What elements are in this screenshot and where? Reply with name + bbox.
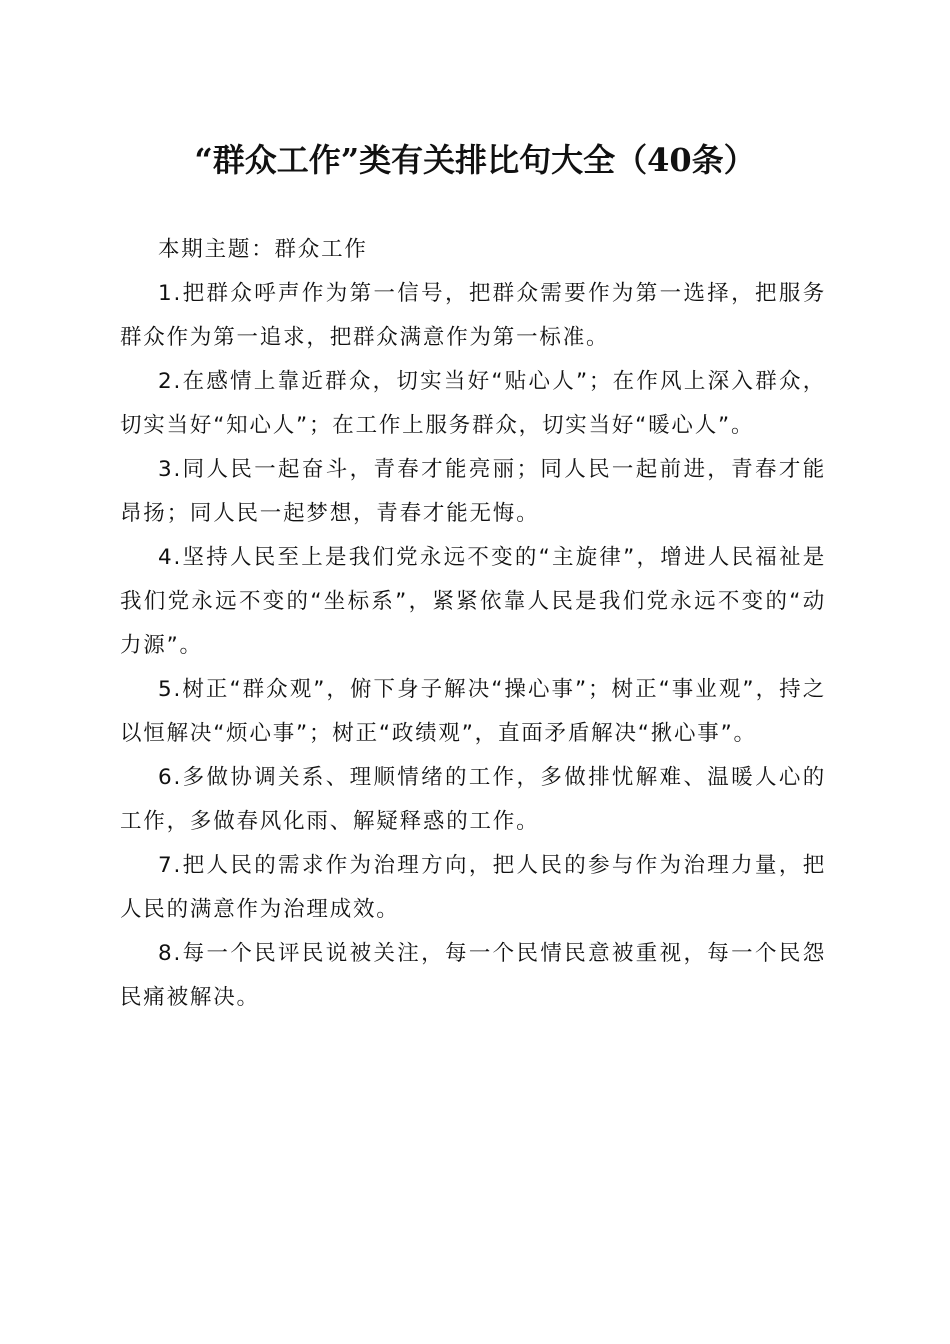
- list-item: 1.把群众呼声作为第一信号，把群众需要作为第一选择，把服务群众作为第一追求，把群众满意作为第一标准。: [120, 281, 826, 350]
- list-item: 8.每一个民评民说被关注，每一个民情民意被重视，每一个民怨民痛被解决。: [120, 941, 826, 1010]
- list-item: 5.树正“群众观”，俯下身子解决“操心事”；树正“事业观”，持之以恒解决“烦心事”；树正“政绩观”，直面矛盾解决“揪心事”。: [120, 677, 826, 746]
- list-item: 2.在感情上靠近群众，切实当好“贴心人”；在作风上深入群众，切实当好“知心人”；在工作上服务群众，切实当好“暖心人”。: [120, 369, 826, 438]
- document-body: [120, 228, 826, 1020]
- document-title: “群众工作”类有关排比句大全（40条）: [194, 141, 756, 179]
- list-item: 7.把人民的需求作为治理方向，把人民的参与作为治理力量，把人民的满意作为治理成效。: [120, 853, 826, 922]
- list-item: 4.坚持人民至上是我们党永远不变的“主旋律”，增进人民福祉是我们党永远不变的“坐标系”，紧紧依靠人民是我们党永远不变的“动力源”。: [120, 545, 826, 658]
- list-item: 3.同人民一起奋斗，青春才能亮丽；同人民一起前进，青春才能昂扬；同人民一起梦想，青春才能无悔。: [120, 457, 826, 526]
- subject-line: 本期主题：群众工作: [158, 237, 368, 262]
- list-item: 6.多做协调关系、理顺情绪的工作，多做排忧解难、温暖人心的工作，多做春风化雨、解疑释惑的工作。: [120, 765, 826, 834]
